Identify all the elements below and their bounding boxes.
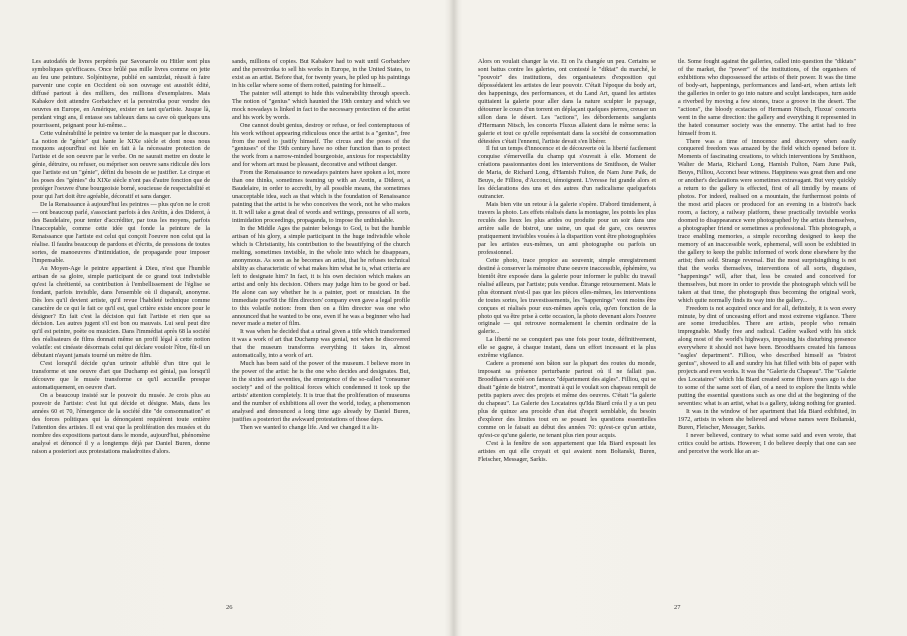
page-number: 27	[674, 604, 681, 611]
paragraph: The painter will attempt to hide this vulnerability through speech. The notion of "genius" which haunted the 19th century and which we mock nowadays is linked in fact to the necessary protection of the artist and his work by words.	[232, 89, 410, 121]
right-page	[454, 0, 907, 636]
paragraph: Cette photo, trace propice au souvenir, simple enregistrement destiné à conserver la mémoire d'une oeuvre inaccessible, éphémère, va bientôt être exposée dans la galerie pour informer le public du travail réalisé ailleurs, par l'artiste; puis vendue. Étrange retournement. Mais le plus étonnant n'est-il pas que les pièces elles-mêmes, les interventions de toutes sortes, les travestissements, les "happenings" vont moins être conçues et réalisés pour eux-mêmes après cela, qu'en fonction de la photo qui va être prise à cette occasion, la photo devenant alors l'oeuvre originale — qui retrouve normalement le chemin ordinaire de la galerie...	[478, 256, 656, 336]
paragraph: C'est à la fenêtre de son appartement que Ida Biard exposait les artistes en qui elle croyait et qui avaient nom Boltanski, Buren, Fleischer, Messager, Sarkis.	[478, 439, 656, 463]
paragraph: tle. Some fought against the galleries, called into question the "diktats" of the market, the "power" of the institutions, of the organisers of exhibitions who dispossessed the artists of their power. It was the time of body-art, happenings, performances and land-art, when artists left the galleries in order to go into nature and sculpt landscapes, turn aside a riverbed by moving a few stones, trace a groove in the desert. The "actions", the bloody ecstacies of Hermann Nitsch, Fluxus' concerts went in the same direction: the gallery and everything it represented in the hated consumer society was the ennemy. The artist had to free himself from it.	[678, 58, 856, 137]
paragraph: On a beaucoup insisté sur le pouvoir du musée. Je crois plus au pouvoir de l'artiste: c'est lui qui décide et désigne. Mais, dans les années 60 et 70, l'émergence de la société dite "de consommation" et des forces politiques qui la dénonçaient requièrent toute entière l'attention des artistes. Il est vrai que la prolifération des musées et du nombre des expositions partout dans le monde, aujourd'hui, phénomène analysé et dénoncé il y a longtemps déjà par Daniel Buren, donne raison a posteriori aux protestations maladroites d'alors.	[32, 392, 210, 455]
paragraph: Cette vulnérabilité le peintre va tenter de la masquer par le discours. La notion de "génie" qui hante le XIXe siècle et dont nous nous moquons aujourd'hui est liée en fait à la nécessaire protection de l'artiste et de son oeuvre par le verbe. On ne saurait mettre en doute le génie, détruire, ou refuser, ou mépriser son oeuvre sans ridicule dès lors que l'artiste est un "génie", défini du besoin de se justifier. Le cirque et les poses des "génies" du XIXe siècle n'ont pas d'autre fonction que de protéger l'oeuvre d'une bourgeoisie borné, soucieuse de respectabilité et pour qui l'art doit être agréable, décoratif et sans danger.	[32, 129, 210, 201]
paragraph: Freedom is not acquired once and for all, definitely, it is won every minute, by dint of unceasing effort and most extreme vigilance. There are some irreducibles. There are artists, people who remain impregnable. Madly free and radical. Cadère walked with his stick along most of the world's highways, imposing his disturbing presence everywhere it should not have been. Broodthaers created his famous "eagles' department". Filliou, who described himself as "bistrot genius", showed to all and sundry his hat filled with bits of paper with projects and even works. It was the "Galerie du Chapeau". The "Galerie des Locataires" which Ida Biard created some fifteen years ago is due to some of the same sort of élan, of a need to explore the limits while putting the essential questions such as one did at the beginning of the seventies: what is an artist, what is a gallery, taking nothing for granted.	[678, 304, 856, 407]
paragraph: There was a time of innocence and discovery when easily conquered freedom was amazed by the field which opened before it. Moments of fascinating creations, to which interventions by Smithson, Walter de Maria, Richard Long, Hamish Fulton, Nam June Paik, Beuys, Filliou, Acconci bear witness. Happiness was great then and one or another's declarations were sometimes extravagant. But very quickly a return to the gallery is effected, first of all timidly by means of photos. For indeed, realised on a mountain, the furthermost points of the most arid places or produced for an evening in a bistrot's back room, a factory, a railway platform, these practically invisible works doomed to disappearance were photographed by the artists themselves, a photographer friend or sometimes a professional. This photograph, a trace enabling memories, a simple recording designed to keep the memory of an inaccessible work, ephemeral, will soon be exhibited in the gallery to keep the public informed of work done elsewhere by the artist; then sold. Strange reversal. But the most surprisingthing is not that the works themselves, interventions of all sorts, disguises, "happenings" will, after that, less be created and conceived for themselves, but more in order to provide the photograph which will be taken at that time, the photograph thus becoming the original work, which quite normally finds its way into the gallery...	[678, 137, 856, 304]
left-page-column-english	[232, 58, 410, 608]
paragraph: It was in the window of her apartment that Ida Biard exhibited, in 1972, artists in whom she believed and whose names were Boltanski, Buren, Fleischer, Messager, Sarkis.	[678, 407, 856, 431]
right-page-column-french	[478, 58, 656, 608]
paragraph: It was when he decided that a urinal given a title which transformed it was a work of art that Duchamp was genial, not when he discovered that the museum transforms everything it takes in, almost automatically, into a work of art.	[232, 328, 410, 360]
paragraph: Much has been said of the power of the museum. I believe more in the power of the artist: he is the one who decides and designates. But, in the sixties and seventies, the emergence of the so-called "consumer society" and of the political forces which condemned it took up the artists' attention completely. It is true that the proliferation of museums and the number of exhibitions all over the world, today, a phenomenon analysed and denounced a long time ago already by Daniel Buren, justifies a posteriori the awkward protestations of those days.	[232, 360, 410, 423]
paragraph: From the Renaissance to nowadays painters have spoken a lot, more than one thinks, sometimes teaming up with an Aretin, a Diderot, a Baudelaire, in order to accredit, by all possible means, the sometimes unacceptable idea, such as that which is the foundation of Renaissance painting that the artist is he who conceives the work, not he who makes it. It will take a great deal of words and writings, pressures of all sorts, intimidation proceedings, propaganda, to impose the unthinkable.	[232, 169, 410, 225]
page-number: 26	[226, 604, 233, 611]
paragraph: De la Renaissance à aujourd'hui les peintres — plus qu'on ne le croit — ont beaucoup parlé, s'associant parfois à des Arétin, à des Diderot, à des Baudelaire, pour tenter d'accréditer, par tous les moyens, parfois l'inacceptable, comme cette idée qui fonde la peinture de la Renaissance que l'artiste est celui qui conçoit l'oeuvre non celui qui la réalise. Il faudra beaucoup de pardons et d'écrits, de pressions de toutes sortes, de manoeuvres d'intimidation, de propagande pour imposer l'impensable.	[32, 201, 210, 264]
left-page-column-french	[32, 58, 210, 608]
paragraph: Alors on voulait changer la vie. Et on l'a changée un peu. Certains se sont battus contre les galeries, ont contesté le "diktat" du marché, le "pouvoir" des institutions, des organisateurs d'exposition qui dépossédaient les artistes de leur pouvoir. C'était l'époque du body art, des happenings, des performances, et du Land Art, quand les artistes quittaient la galerie pour aller dans la nature sculpter le paysage, détourner le cours d'un torrent en déplaçant quelques pierres, creuser un sillon dans le désert. Les "actions", les débordements sanglants d'Hermann Nitsch, les concerts Fluxus allaient dans le même sens: la galerie et tout ce qu'elle représentait dans la société de consommation détestées c'était l'ennemi, l'artiste devait s'en libérer.	[478, 58, 656, 145]
paragraph: La liberté ne se conquiert pas une fois pour toute, définitivement, elle se gagne, à chaque instant, dans un effort incessant et la plus extrême vigilance.	[478, 336, 656, 360]
paragraph: Au Moyen-Age le peintre appartient à Dieu, n'est que l'humble artisan de sa gloire, simple participant de ce grand tout indivisible qu'est la chrétienté, sa contribution à l'embellissement de l'église se fondant, parfois invisible, dans l'ensemble où il disparaît, anonyme. Dès lors qu'il devient artiste, qu'il revue l'habileté technique comme caractère de ce qui le fait ce qu'il est, quel critère existe encore pour le désigner? En fait c'est la décision qui fait l'artiste et rien que sa décision. Les autres jugent s'il est bon ou mauvais. Lui seul peut dire qu'il est peintre, poète ou musicien. Dans l'immédiat après 68 la société des réalisateurs de films donnait même un profil légal à cette notion volatile: est cinéaste désormais celui qui déclare vouloir l'être, fût-il un débutant n'ayant jamais tourné un mètre de film.	[32, 264, 210, 360]
paragraph: sands, millions of copies. But Kabakov had to wait until Gorbatchev and the perestroika to sell his works in Europe, in the United States, to exist as an artist. Before that, for twenty years, he piled up his paintings in his cellar where some of them rotted, painting for himself...	[232, 58, 410, 89]
paragraph: Il fut un temps d'innocence et de découverte où la liberté facilement conquise s'émerveilla du champ qui s'ouvrait à elle. Moment de créations passionnantes dont les interventions de Smithson, de Walter de Maria, de Richard Long, d'Hamish Fulton, de Nam June Paik, de Beuys, de Filliou, d'Acconci, témoignent. L'ivresse fut grande alors et les déclarations des uns et des autres d'un radicalisme quelquefois outrancier.	[478, 145, 656, 201]
paragraph: Cadere a promené son bâton sur la plupart des routes du monde, imposant sa présence perturbante partout où il ne fallait pas. Broodthaers a créé son fameux "département des aigles". Filliou, qui se disait "génie de bistrot", montrait à qui le voulait son chapeau rempli de petits papiers avec des projets et même des oeuvres. C'était "la galerie du chapeau". La Galerie des Locataires qu'Ida Biard créa il y a un peu plus de quinze ans procède d'un état d'esprit semblable, du besoin d'explorer des limites tout en se posant les questions essentielles comme on le faisait au début des années 70: qu'est-ce qu'un artiste, qu'est-ce qu'une galerie, ne tenant plus rien pour acquis.	[478, 360, 656, 439]
paragraph: Les autodafés de livres perpétrés par Savonarole ou Hitler sont plus symboliques qu'efficaces. Once brûlé pas mille livres comme on jette au feu une peinture. Soljénitsyne, publié en samizdat, réussit à faire parvenir une copie en Occident où son ouvrage est aussitôt édité, diffusé partout à des milliers, des millions d'exemplaires. Mais Kabakov doit attendre Gorbatchev et la perestroïka pour vendre des oeuvres en Europe, en Amérique, exister en tant qu'artiste. Jusque là, pendant vingt ans, il entasse ses tableaux dans sa cave où quelques uns pourrissent, peignant pour lui-même...	[32, 58, 210, 129]
paragraph: In the Middle Ages the painter belongs to God, is but the humble artisan of his glory, a simple participant in the huge indivisible whole which is Christianity, his contribution to the beautifying of the church melting, sometimes invisible, in the whole into which he disappears, anonymous. As soon as he becomes an artist, that he refuses technical ability as characteristic of what makes him what he is, what criteria are left to designate him? In fact, it is his own decision which makes an artist and only his decision. Others may judge him to be good or bad. He alone can say whether he is a painter, poet or musician. In the immediate post'68 the film directors' company even gave a legal profile to this volatile notion: from then on a film director was one who announced that he wanted to be one, even if he was a beginner who had never made a meter of film.	[232, 225, 410, 328]
right-page-column-english	[678, 58, 856, 608]
paragraph: I never believed, contrary to what some said and even wrote, that critics could be artists. However, I do believe deeply that one can see and perceive the work like an ar-	[678, 431, 856, 455]
paragraph: C'est lorsqu'il décide qu'un urinoir affublé d'un titre qui le transforme et une oeuvre d'art que Duchamp est génial, pas lorsqu'il découvre que le musée transforme ce qu'il accueille presque automatiquement, en oeuvre d'art.	[32, 360, 210, 392]
left-page	[0, 0, 453, 636]
paragraph: Mais bien vite un retour à la galerie s'opère. D'abord timidement, à travers la photo. Les effets réalisés dans la montagne, les points les plus reculés des lieux les plus arides ou produite pour un soir dans une arrière salle de bistrot, une usine, un quai de gare, ces oeuvres pratiquement invisibles vouées à la disparition vont être photographiées par les artistes eux-mêmes, un ami photographe ou parfois un professionnel.	[478, 201, 656, 256]
paragraph: Then we wanted to change life. And we changed it a lit-	[240, 423, 379, 431]
paragraph: One cannot doubt genius, destroy or refuse, or feel contemptuous of his work without appearing ridiculous once the artist is a "genius", free from the need to justify himself. The circus and the poses of the "geniuses" of the 19th century have no other function than to protect the work from a narrow-minded bourgeoisie, anxious for respectability and for whom art must be pleasant, decorative and without danger.	[232, 121, 410, 169]
